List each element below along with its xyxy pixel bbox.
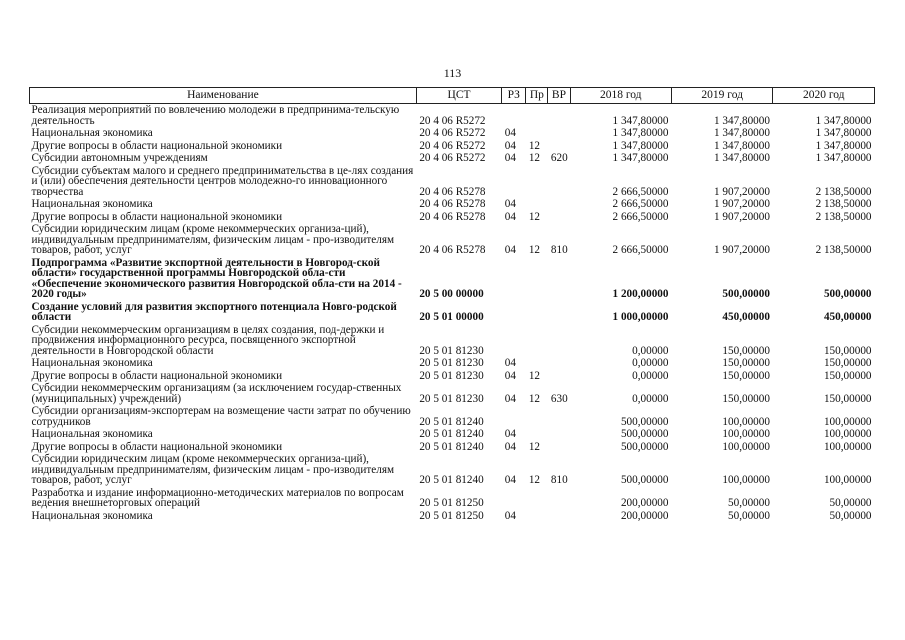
row-name-cell: Субсидии некоммерческим организациям в целях создания, под-держки и продвижения информационного ресурса, посвященного экспортной деятельности в Новгородской области — [31, 323, 385, 357]
row-pr-cell — [526, 487, 548, 510]
column-header-pr: Пр — [526, 88, 548, 104]
row-2018-cell: 0,00000 — [632, 369, 669, 382]
row-rz-cell — [502, 301, 526, 324]
row-vr-cell — [548, 165, 570, 199]
row-pr-cell: 12 — [528, 139, 541, 152]
row-rz-cell: 04 — [504, 152, 516, 164]
row-2020-cell: 100,00000 — [823, 428, 872, 440]
row-vr-cell — [548, 487, 570, 510]
row-name-cell: Разработка и издание информационно-методических материалов по вопросам ведения внешнеторговых операций — [31, 486, 404, 509]
row-2018-cell: 1 200,00000 — [612, 288, 669, 300]
row-vr-cell — [548, 257, 570, 301]
table-row — [30, 223, 875, 257]
row-vr-cell: 810 — [550, 244, 568, 256]
row-rz-cell: 04 — [504, 392, 516, 405]
column-header-vr: ВР — [548, 88, 570, 104]
row-vr-cell — [548, 428, 570, 441]
row-2019-cell: 1 347,80000 — [714, 139, 770, 152]
row-rz-cell: 04 — [504, 357, 516, 369]
table-row — [30, 405, 875, 428]
row-2020-cell: 50,00000 — [829, 509, 872, 522]
row-cst-cell: 20 5 01 81230 — [419, 369, 484, 382]
row-2020-cell: 1 347,80000 — [815, 127, 872, 139]
table-row — [30, 441, 875, 454]
row-cst-cell: 20 5 01 81240 — [419, 474, 484, 486]
row-2019-cell: 1 347,80000 — [714, 127, 770, 139]
row-name-cell: Создание условий для развития экспортного потенциала Новго-родской области — [31, 300, 397, 323]
row-2019-cell: 100,00000 — [722, 428, 770, 440]
row-name-cell: Реализация мероприятий по вовлечению молодежи в предпринима-тельскую деятельность — [31, 104, 400, 127]
row-2018-cell: 500,00000 — [620, 415, 669, 428]
row-2019-cell: 1 347,80000 — [714, 114, 770, 127]
row-rz-cell — [502, 257, 526, 301]
row-vr-cell — [548, 198, 570, 211]
row-vr-cell — [548, 357, 570, 370]
row-2019-cell: 150,00000 — [722, 344, 770, 357]
row-pr-cell: 12 — [528, 440, 541, 453]
row-pr-cell: 12 — [528, 474, 541, 486]
row-2020-cell: 100,00000 — [823, 474, 872, 486]
row-vr-cell — [548, 211, 570, 224]
row-2020-cell: 1 347,80000 — [815, 139, 872, 152]
table-row — [30, 382, 875, 405]
row-pr-cell — [526, 510, 548, 523]
table-row — [30, 152, 875, 165]
table-row — [30, 487, 875, 510]
row-name-cell: Субсидии юридическим лицам (кроме некоммерческих организа-ций), индивидуальным предпринимателям, физическим лицам - про-изводителям товаров, работ, услуг — [31, 223, 395, 256]
row-2018-cell: 200,00000 — [620, 509, 669, 522]
row-2018-cell: 500,00000 — [620, 428, 669, 440]
row-cst-cell: 20 4 06 R5278 — [419, 244, 486, 256]
row-cst-cell: 20 5 00 00000 — [419, 288, 484, 300]
row-cst-cell: 20 4 06 R5278 — [419, 210, 486, 223]
row-2019-cell: 150,00000 — [722, 357, 770, 369]
row-2018-cell: 2 666,50000 — [612, 210, 669, 223]
row-name-cell: Другие вопросы в области национальной экономики — [31, 210, 283, 223]
table-row — [30, 510, 875, 523]
row-2018-cell: 2 666,50000 — [612, 185, 669, 198]
row-pr-cell: 12 — [528, 210, 541, 223]
budget-table — [29, 87, 875, 522]
row-2019-cell: 1 907,20000 — [714, 210, 770, 223]
row-cst-cell: 20 4 06 R5278 — [419, 198, 486, 210]
row-pr-cell — [526, 165, 548, 199]
row-pr-cell: 12 — [528, 244, 541, 256]
row-rz-cell: 04 — [504, 210, 516, 223]
column-header-2018: 2018 год — [570, 88, 671, 104]
row-2020-cell: 500,00000 — [823, 288, 872, 300]
table-row — [30, 257, 875, 301]
row-cst-cell: 20 4 06 R5272 — [419, 127, 486, 139]
row-2020-cell: 2 138,50000 — [815, 198, 872, 210]
row-name-cell: Субсидии некоммерческим организациям (за исключением государ-ственных (муниципальных) учреждений) — [31, 382, 402, 405]
row-name-cell: Другие вопросы в области национальной экономики — [31, 369, 283, 382]
table-row — [30, 324, 875, 358]
row-rz-cell — [502, 104, 526, 128]
row-2018-cell: 1 347,80000 — [612, 139, 669, 152]
row-pr-cell — [526, 428, 548, 441]
row-name-cell: Национальная экономика — [31, 428, 153, 440]
row-pr-cell — [526, 405, 548, 428]
row-name-cell: Субсидии автономным учреждениям — [31, 152, 208, 164]
row-pr-cell — [526, 198, 548, 211]
row-name-cell: Национальная экономика — [31, 357, 153, 369]
row-2019-cell: 1 907,20000 — [714, 185, 770, 198]
row-2020-cell: 150,00000 — [823, 357, 872, 369]
row-name-cell: Субсидии юридическим лицам (кроме некоммерческих организа-ций), индивидуальным предпринимателям, физическим лицам - про-изводителям товаров, работ, услуг — [31, 453, 395, 486]
row-rz-cell: 04 — [504, 127, 516, 139]
row-pr-cell — [526, 324, 548, 358]
row-cst-cell: 20 5 01 81230 — [419, 357, 484, 369]
row-vr-cell — [548, 405, 570, 428]
row-name-cell: Подпрограмма «Развитие экспортной деятельности в Новгород-ской области» государственной программы Новгородской обла-сти «Обеспечение экономического развития Новгородской обла-сти на 2014 - 2020 годы» — [31, 256, 402, 300]
row-2018-cell: 500,00000 — [620, 474, 669, 486]
row-vr-cell: 630 — [550, 392, 568, 405]
row-cst-cell: 20 5 01 81230 — [419, 344, 484, 357]
row-2018-cell: 2 666,50000 — [612, 198, 669, 210]
row-vr-cell: 620 — [550, 152, 568, 164]
row-cst-cell: 20 5 01 81240 — [419, 440, 484, 453]
row-vr-cell: 810 — [550, 474, 568, 486]
page-number: 113 — [443, 66, 462, 80]
row-2019-cell: 100,00000 — [722, 415, 770, 428]
table-row — [30, 165, 875, 199]
row-pr-cell: 12 — [528, 392, 541, 405]
row-2019-cell: 500,00000 — [722, 288, 770, 300]
row-vr-cell — [548, 104, 570, 128]
row-2019-cell: 100,00000 — [722, 474, 770, 486]
row-2019-cell: 1 907,20000 — [714, 244, 770, 256]
row-vr-cell — [548, 441, 570, 454]
row-rz-cell: 04 — [504, 369, 516, 382]
row-rz-cell: 04 — [504, 509, 516, 522]
row-2020-cell: 100,00000 — [823, 440, 872, 453]
row-2020-cell: 150,00000 — [823, 392, 872, 405]
table-row — [30, 211, 875, 224]
row-rz-cell: 04 — [504, 428, 516, 440]
row-cst-cell: 20 5 01 81240 — [419, 428, 484, 440]
row-rz-cell: 04 — [504, 474, 516, 486]
column-header-name: Наименование — [30, 88, 417, 104]
row-2018-cell: 500,00000 — [620, 440, 669, 453]
table-body — [30, 104, 875, 523]
row-2020-cell: 100,00000 — [823, 415, 872, 428]
column-header-cst: ЦСТ — [416, 88, 501, 104]
row-cst-cell: 20 5 01 81240 — [419, 415, 484, 428]
row-2019-cell: 100,00000 — [722, 440, 770, 453]
table-row — [30, 301, 875, 324]
row-cst-cell: 20 4 06 R5272 — [419, 139, 486, 152]
row-2018-cell: 0,00000 — [632, 344, 669, 357]
row-pr-cell — [526, 257, 548, 301]
table-row — [30, 357, 875, 370]
row-2020-cell: 2 138,50000 — [815, 185, 872, 198]
row-vr-cell — [548, 510, 570, 523]
row-2020-cell: 1 347,80000 — [815, 152, 872, 164]
row-name-cell: Национальная экономика — [31, 127, 153, 139]
table-row — [30, 127, 875, 140]
row-cst-cell: 20 4 06 R5278 — [419, 185, 486, 198]
row-2019-cell: 150,00000 — [722, 392, 770, 405]
row-2020-cell: 50,00000 — [829, 497, 872, 509]
row-2019-cell: 1 907,20000 — [714, 198, 770, 210]
row-2018-cell: 1 347,80000 — [612, 114, 669, 127]
table-row — [30, 140, 875, 153]
row-2019-cell: 150,00000 — [722, 369, 770, 382]
row-2018-cell: 0,00000 — [632, 357, 669, 369]
column-header-rz: РЗ — [502, 88, 526, 104]
row-2019-cell: 50,00000 — [728, 509, 770, 522]
row-vr-cell — [548, 324, 570, 358]
row-2020-cell: 2 138,50000 — [815, 210, 872, 223]
table-row — [30, 428, 875, 441]
row-name-cell: Другие вопросы в области национальной экономики — [31, 440, 283, 453]
row-pr-cell: 12 — [528, 369, 541, 382]
row-2020-cell: 150,00000 — [823, 369, 872, 382]
table-row — [30, 453, 875, 487]
row-2020-cell: 1 347,80000 — [815, 114, 872, 127]
table-row — [30, 370, 875, 383]
row-rz-cell — [502, 405, 526, 428]
column-header-2020: 2020 год — [773, 88, 875, 104]
table-header-row — [30, 88, 875, 104]
row-name-cell: Субсидии субъектам малого и среднего предпринимательства в це-лях создания и (или) обеспечения деятельности центров молодежно-го инновационного творчества — [31, 164, 414, 198]
row-vr-cell — [548, 370, 570, 383]
row-pr-cell: 12 — [528, 152, 541, 164]
row-2018-cell: 0,00000 — [632, 392, 669, 405]
row-2018-cell: 1 347,80000 — [612, 127, 669, 139]
row-rz-cell — [502, 165, 526, 199]
row-2019-cell: 50,00000 — [728, 497, 770, 509]
row-2018-cell: 1 000,00000 — [612, 311, 669, 323]
row-cst-cell: 20 5 01 00000 — [419, 311, 484, 323]
table-row — [30, 198, 875, 211]
row-2020-cell: 150,00000 — [823, 344, 872, 357]
row-pr-cell — [526, 357, 548, 370]
row-cst-cell: 20 4 06 R5272 — [419, 114, 486, 127]
row-rz-cell: 04 — [504, 198, 516, 210]
row-rz-cell: 04 — [504, 244, 516, 256]
row-name-cell: Субсидии организациям-экспортерам на возмещение части затрат по обучению сотрудников — [31, 405, 411, 428]
row-name-cell: Национальная экономика — [31, 509, 153, 522]
row-name-cell: Национальная экономика — [31, 198, 153, 210]
row-cst-cell: 20 5 01 81230 — [419, 392, 484, 405]
row-vr-cell — [548, 140, 570, 153]
table-row — [30, 104, 875, 128]
row-pr-cell — [526, 301, 548, 324]
row-cst-cell: 20 5 01 81250 — [419, 497, 484, 509]
row-2019-cell: 450,00000 — [722, 311, 770, 323]
row-2020-cell: 2 138,50000 — [815, 244, 872, 256]
row-vr-cell — [548, 301, 570, 324]
row-rz-cell: 04 — [504, 440, 516, 453]
row-name-cell: Другие вопросы в области национальной экономики — [31, 139, 283, 152]
row-2018-cell: 2 666,50000 — [612, 244, 669, 256]
row-vr-cell — [548, 127, 570, 140]
row-rz-cell — [502, 324, 526, 358]
row-cst-cell: 20 4 06 R5272 — [419, 152, 486, 164]
row-cst-cell: 20 5 01 81250 — [419, 509, 484, 522]
row-2018-cell: 1 347,80000 — [612, 152, 669, 164]
row-2019-cell: 1 347,80000 — [714, 152, 770, 164]
row-rz-cell: 04 — [504, 139, 516, 152]
row-2020-cell: 450,00000 — [823, 311, 872, 323]
row-2018-cell: 200,00000 — [620, 497, 669, 509]
row-pr-cell — [526, 127, 548, 140]
row-pr-cell — [526, 104, 548, 128]
row-rz-cell — [502, 487, 526, 510]
column-header-2019: 2019 год — [671, 88, 772, 104]
